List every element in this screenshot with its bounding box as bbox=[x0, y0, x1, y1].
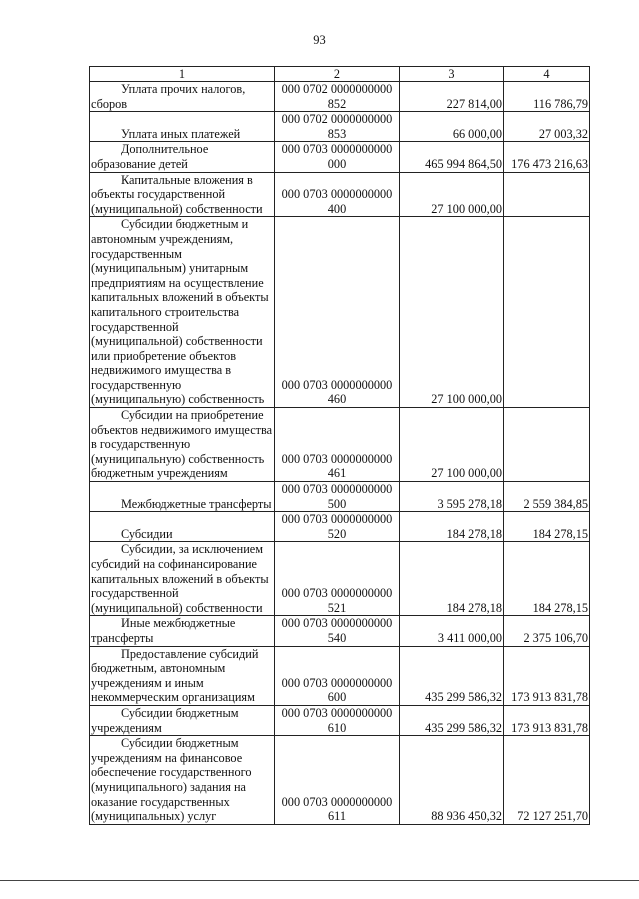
row-name: Уплата прочих налогов, сборов bbox=[90, 82, 275, 112]
row-col4-value: 176 473 216,63 bbox=[504, 142, 590, 172]
table-row bbox=[90, 736, 590, 825]
row-col3-value: 27 100 000,00 bbox=[400, 408, 504, 482]
row-code: 000 0703 0000000000 540 bbox=[275, 616, 400, 646]
row-name: Субсидии бюджетным учреждениям на финансовое обеспечение государственного (муниципального) задания на оказание государственных (муниципальных) услуг bbox=[90, 736, 275, 825]
column-header: 4 bbox=[504, 67, 590, 82]
row-code: 000 0703 0000000000 521 bbox=[275, 542, 400, 616]
row-code: 000 0702 0000000000 853 bbox=[275, 112, 400, 142]
row-code: 000 0703 0000000000 460 bbox=[275, 217, 400, 408]
table-row bbox=[90, 142, 590, 172]
table-row bbox=[90, 705, 590, 735]
table-row bbox=[90, 217, 590, 408]
row-col3-value: 435 299 586,32 bbox=[400, 646, 504, 705]
row-code: 000 0703 0000000000 610 bbox=[275, 705, 400, 735]
row-col3-value: 27 100 000,00 bbox=[400, 217, 504, 408]
row-code: 000 0702 0000000000 852 bbox=[275, 82, 400, 112]
row-col4-value: 27 003,32 bbox=[504, 112, 590, 142]
row-col4-value bbox=[504, 217, 590, 408]
row-name: Предоставление субсидий бюджетным, автономным учреждениям и иным некоммерческим организациям bbox=[90, 646, 275, 705]
column-header: 1 bbox=[90, 67, 275, 82]
page-bottom-divider bbox=[0, 880, 639, 881]
budget-table bbox=[89, 66, 590, 825]
table-row bbox=[90, 646, 590, 705]
row-col3-value: 465 994 864,50 bbox=[400, 142, 504, 172]
row-col4-value: 2 559 384,85 bbox=[504, 482, 590, 512]
row-name: Субсидии бюджетным учреждениям bbox=[90, 705, 275, 735]
row-name: Уплата иных платежей bbox=[90, 112, 275, 142]
row-code: 000 0703 0000000000 000 bbox=[275, 142, 400, 172]
row-code: 000 0703 0000000000 520 bbox=[275, 512, 400, 542]
table-row bbox=[90, 616, 590, 646]
table-row bbox=[90, 542, 590, 616]
row-name: Субсидии на приобретение объектов недвижимого имущества в государственную (муниципальную) собственность бюджетным учреждениям bbox=[90, 408, 275, 482]
row-col4-value: 184 278,15 bbox=[504, 512, 590, 542]
row-code: 000 0703 0000000000 461 bbox=[275, 408, 400, 482]
row-col4-value: 184 278,15 bbox=[504, 542, 590, 616]
row-col3-value: 435 299 586,32 bbox=[400, 705, 504, 735]
table-row bbox=[90, 482, 590, 512]
row-col4-value bbox=[504, 172, 590, 217]
table-header-row bbox=[90, 67, 590, 82]
row-code: 000 0703 0000000000 600 bbox=[275, 646, 400, 705]
row-col3-value: 184 278,18 bbox=[400, 542, 504, 616]
row-col3-value: 3 595 278,18 bbox=[400, 482, 504, 512]
row-name: Субсидии бюджетным и автономным учреждениям, государственным (муниципальным) унитарным предприятиям на осуществление капитальных вложений в объекты капитального строительства государственной (муниципальной) собственности или приобретение объектов недвижимого имущества в государственную (муниципальную) собственность bbox=[90, 217, 275, 408]
row-col3-value: 227 814,00 bbox=[400, 82, 504, 112]
column-header: 2 bbox=[275, 67, 400, 82]
row-col3-value: 88 936 450,32 bbox=[400, 736, 504, 825]
table-row bbox=[90, 82, 590, 112]
row-code: 000 0703 0000000000 400 bbox=[275, 172, 400, 217]
table-row bbox=[90, 408, 590, 482]
row-name: Субсидии bbox=[90, 512, 275, 542]
row-col4-value: 2 375 106,70 bbox=[504, 616, 590, 646]
row-col3-value: 3 411 000,00 bbox=[400, 616, 504, 646]
table-row bbox=[90, 172, 590, 217]
row-name: Субсидии, за исключением субсидий на софинансирование капитальных вложений в объекты государственной (муниципальной) собственности bbox=[90, 542, 275, 616]
row-col3-value: 66 000,00 bbox=[400, 112, 504, 142]
row-col4-value: 116 786,79 bbox=[504, 82, 590, 112]
row-col3-value: 184 278,18 bbox=[400, 512, 504, 542]
table-row bbox=[90, 512, 590, 542]
page-number: 93 bbox=[313, 33, 326, 47]
row-col4-value: 173 913 831,78 bbox=[504, 705, 590, 735]
row-name: Дополнительное образование детей bbox=[90, 142, 275, 172]
row-col4-value bbox=[504, 408, 590, 482]
row-name: Капитальные вложения в объекты государственной (муниципальной) собственности bbox=[90, 172, 275, 217]
row-name: Иные межбюджетные трансферты bbox=[90, 616, 275, 646]
row-col4-value: 173 913 831,78 bbox=[504, 646, 590, 705]
row-col3-value: 27 100 000,00 bbox=[400, 172, 504, 217]
row-code: 000 0703 0000000000 611 bbox=[275, 736, 400, 825]
table-row bbox=[90, 112, 590, 142]
row-name: Межбюджетные трансферты bbox=[90, 482, 275, 512]
row-col4-value: 72 127 251,70 bbox=[504, 736, 590, 825]
row-code: 000 0703 0000000000 500 bbox=[275, 482, 400, 512]
column-header: 3 bbox=[400, 67, 504, 82]
